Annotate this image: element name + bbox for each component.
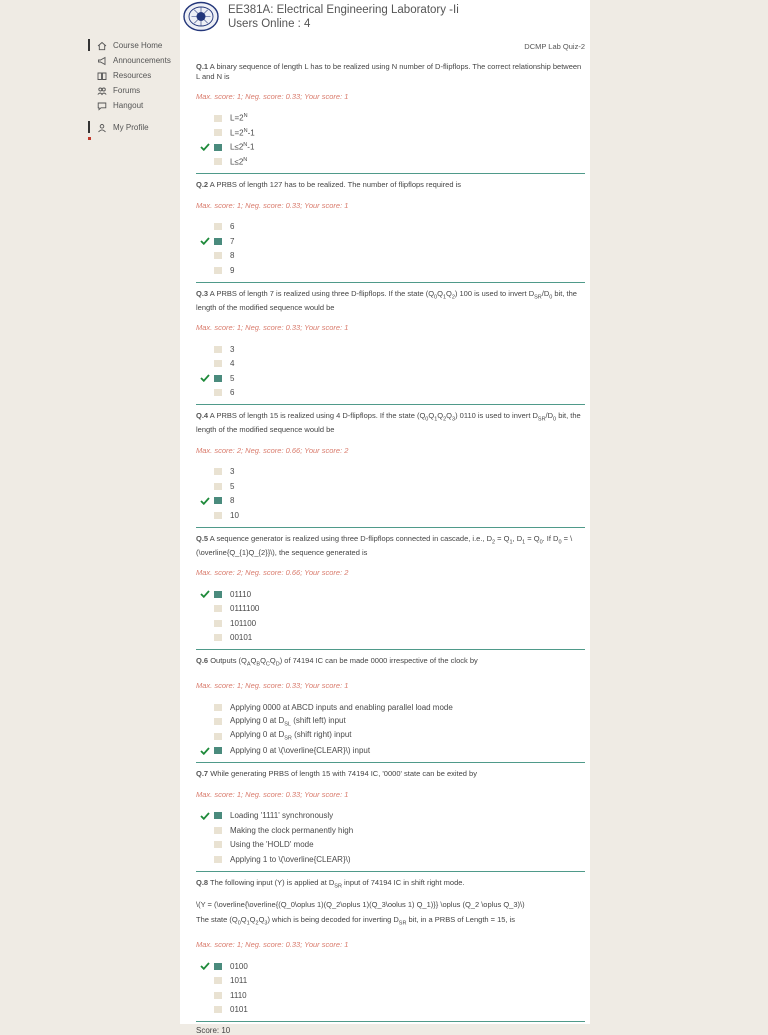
question-score: Max. score: 2; Neg. score: 0.66; Your score: 2 (196, 568, 349, 577)
question-8 (196, 872, 585, 1023)
option-label: 10 (230, 510, 239, 520)
option-label: $L=2^N-1$ (230, 127, 255, 138)
question-text: Q.7 While generating PRBS of length 15 with 74194 IC, '0000' state can be exited by (196, 769, 477, 778)
sidebar-item-announcements[interactable] (88, 53, 180, 68)
option[interactable] (196, 700, 585, 715)
question-score: Max. score: 1; Neg. score: 0.33; Your score: 1 (196, 200, 349, 210)
option-checkbox[interactable] (214, 252, 222, 259)
option[interactable] (196, 744, 585, 759)
total-score: Score: 10 (196, 1026, 231, 1035)
option-checkbox[interactable] (214, 468, 222, 475)
option-label: 3 (230, 344, 235, 354)
option[interactable] (196, 838, 585, 853)
option-label: 7 (230, 236, 235, 246)
sidebar (88, 38, 180, 135)
option-checkbox[interactable] (214, 115, 222, 122)
option-label: 6 (230, 222, 235, 232)
option-list (196, 700, 585, 758)
question-text: Q.8 The following input (Y) is applied at $D_{SR}$ input of 74194 IC in shift right mode. (196, 877, 465, 889)
option-checkbox[interactable] (214, 718, 222, 725)
megaphone-icon (96, 55, 108, 67)
option-checkbox[interactable] (214, 346, 222, 353)
course-title: EE381A: Electrical Engineering Laboratory -Ii (228, 3, 459, 16)
sidebar-item-label: Forums (113, 86, 141, 95)
question-score: Max. score: 1; Neg. score: 0.33; Your score: 1 (196, 92, 349, 101)
option[interactable] (196, 508, 585, 523)
option-checkbox[interactable] (214, 223, 222, 230)
option-checkbox[interactable] (214, 129, 222, 136)
option[interactable] (196, 386, 585, 401)
option[interactable] (196, 852, 585, 867)
sidebar-item-my-profile[interactable] (88, 120, 180, 135)
option-checkbox[interactable] (214, 620, 222, 627)
option[interactable] (196, 494, 585, 509)
option-list (196, 809, 585, 867)
option-label: $L\le 2^N$ (230, 156, 248, 167)
check-icon (198, 812, 212, 820)
option-label: 9 (230, 265, 235, 275)
option-label: Applying 1 to \(\overline{CLEAR}\) (230, 854, 351, 864)
option-checkbox[interactable] (214, 827, 222, 834)
option-label: 5 (230, 481, 235, 491)
option-checkbox[interactable] (214, 977, 222, 984)
book-icon (96, 70, 108, 82)
check-icon (198, 590, 212, 598)
option-checkbox[interactable] (214, 497, 222, 504)
option-label: 1011 (230, 976, 248, 986)
check-icon (198, 747, 212, 755)
sidebar-item-hangout[interactable] (88, 98, 180, 113)
option-label: Applying 0 at $D_{SR}$ (shift right) input (230, 730, 352, 743)
option-list (196, 465, 585, 523)
option-list (196, 342, 585, 400)
quiz-title: DCMP Lab Quiz-2 (524, 42, 585, 51)
option-label: 4 (230, 359, 235, 369)
option-label: 1110 (230, 990, 247, 1000)
people-icon (96, 85, 108, 97)
option-label: Loading '1111' synchronously (230, 811, 334, 821)
option-checkbox[interactable] (214, 812, 222, 819)
option-checkbox[interactable] (214, 856, 222, 863)
option-checkbox[interactable] (214, 733, 222, 740)
option-label: 0100 (230, 961, 248, 971)
home-icon (96, 40, 108, 52)
option-checkbox[interactable] (214, 144, 222, 151)
question-score: Max. score: 1; Neg. score: 0.33; Your score: 1 (196, 323, 349, 332)
question-5 (196, 528, 585, 651)
option-list (196, 220, 585, 278)
option[interactable] (196, 220, 585, 235)
option-checkbox[interactable] (214, 591, 222, 598)
option-checkbox[interactable] (214, 634, 222, 641)
question-score: Max. score: 1; Neg. score: 0.33; Your score: 1 (196, 681, 349, 690)
check-icon (198, 497, 212, 505)
question-4 (196, 405, 585, 528)
option[interactable] (196, 715, 585, 730)
option[interactable] (196, 249, 585, 264)
option[interactable] (196, 155, 585, 170)
question-text: Q.1 A binary sequence of length L has to be realized using N number of D-flipflops. The correct relationship between L and N is (196, 62, 582, 81)
option[interactable] (196, 371, 585, 386)
option[interactable] (196, 602, 585, 617)
option-label: 8 (230, 251, 235, 261)
question-1 (196, 59, 585, 174)
option-checkbox[interactable] (214, 512, 222, 519)
option[interactable] (196, 974, 585, 989)
option-label: Applying 0000 at ABCD inputs and enabling parallel load mode (230, 702, 453, 712)
option[interactable] (196, 357, 585, 372)
sidebar-item-resources[interactable] (88, 68, 180, 83)
option-label: Applying 0 at \(\overline{CLEAR}\) input (230, 746, 371, 756)
notification-dot (88, 137, 91, 140)
option[interactable] (196, 587, 585, 602)
question-text: Q.3 A PRBS of length 7 is realized using three D-flipflops. If the state $(Q_0Q_1Q_2)$ 100 is used to invert $D_{SR}/D_0$ bit, the length of the modified sequence would be (196, 288, 577, 312)
option[interactable] (196, 959, 585, 974)
option-label: 5 (230, 373, 235, 383)
question-text-continued: The state $(Q_0Q_1Q_2Q_3)$ which is being decoded for inverting $D_{SR}$ bit, in a PRBS of Length = 15, is (196, 915, 516, 927)
option-checkbox[interactable] (214, 360, 222, 367)
question-3 (196, 283, 585, 406)
question-text: Q.2 A PRBS of length 127 has to be realized. The number of flipflops required is (196, 180, 462, 189)
question-text: Q.6 Outputs $(Q_AQ_BQ_CQ_D)$ of 74194 IC can be made 0000 irrespective of the clock by (196, 656, 478, 668)
question-text: Q.4 A PRBS of length 15 is realized using 4 D-flipflops. If the state $(Q_0Q_1Q_2Q_3)$ 0110 is used to invert $D_{SR}/D_0$ bit, the length of the modified sequence would be (196, 411, 581, 434)
option[interactable] (196, 729, 585, 744)
option[interactable] (196, 234, 585, 249)
sidebar-item-label: Announcements (113, 56, 171, 65)
sidebar-item-course-home[interactable] (88, 38, 180, 53)
question-score: Max. score: 2; Neg. score: 0.66; Your score: 2 (196, 445, 349, 455)
option[interactable] (196, 809, 585, 824)
question-7 (196, 763, 585, 872)
option[interactable] (196, 988, 585, 1003)
option-label: 8 (230, 496, 235, 506)
option-list (196, 111, 585, 169)
option[interactable] (196, 126, 585, 141)
question-6 (196, 650, 585, 763)
option-label: 01110 (230, 589, 252, 599)
option-label: 101100 (230, 618, 257, 628)
question-score: Max. score: 1; Neg. score: 0.33; Your score: 1 (196, 940, 349, 949)
option-label: 0101 (230, 1005, 248, 1015)
sidebar-item-label: Course Home (113, 41, 163, 50)
sidebar-item-label: Hangout (113, 101, 144, 110)
header (180, 0, 590, 33)
check-icon (198, 237, 212, 245)
option-label: $L\le 2^N-1$ (230, 142, 255, 153)
institute-logo (182, 1, 220, 32)
option[interactable] (196, 263, 585, 278)
option-checkbox[interactable] (214, 992, 222, 999)
option-checkbox[interactable] (214, 605, 222, 612)
option-label: Using the 'HOLD' mode (230, 840, 314, 850)
option-label: Making the clock permanently high (230, 825, 354, 835)
question-text: Q.5 A sequence generator is realized using three D-flipflops connected in cascade, i.e., $D_2 = Q_1$, $D_1 = Q_0$. If $D_0$ = \(\overline{Q_{1}Q_{2}}\), the sequence generated is (196, 533, 573, 557)
sidebar-item-forums[interactable] (88, 83, 180, 98)
option-checkbox[interactable] (214, 1006, 222, 1013)
option-checkbox[interactable] (214, 267, 222, 274)
option[interactable] (196, 465, 585, 480)
option-label: 6 (230, 388, 235, 398)
sidebar-item-label: My Profile (113, 123, 149, 132)
option-checkbox[interactable] (214, 238, 222, 245)
option-label: 0111100 (230, 604, 260, 614)
option[interactable] (196, 616, 585, 631)
option-checkbox[interactable] (214, 704, 222, 711)
option-checkbox[interactable] (214, 747, 222, 754)
option-checkbox[interactable] (214, 963, 222, 970)
option-label: Applying 0 at $D_{SL}$ (shift left) input (230, 715, 346, 728)
option[interactable] (196, 111, 585, 126)
main-panel (180, 0, 590, 1035)
check-icon (198, 143, 212, 151)
quiz-content (196, 41, 585, 1035)
option[interactable] (196, 631, 585, 646)
sidebar-item-label: Resources (113, 71, 152, 80)
option-list (196, 959, 585, 1017)
option-checkbox[interactable] (214, 841, 222, 848)
option-checkbox[interactable] (214, 389, 222, 396)
check-icon (198, 962, 212, 970)
option[interactable] (196, 140, 585, 155)
option-list (196, 587, 585, 645)
active-indicator (88, 121, 90, 133)
option[interactable] (196, 1003, 585, 1018)
active-indicator (88, 39, 90, 51)
question-score: Max. score: 1; Neg. score: 0.33; Your score: 1 (196, 789, 349, 799)
question-2 (196, 174, 585, 283)
option[interactable] (196, 479, 585, 494)
user-icon (96, 122, 108, 134)
option-label: 00101 (230, 633, 253, 643)
check-icon (198, 374, 212, 382)
option-label: $L=2^N$ (230, 113, 248, 124)
option-checkbox[interactable] (214, 375, 222, 382)
option-checkbox[interactable] (214, 158, 222, 165)
question-formula: \(Y = (\overline{\overline{(Q_0\oplus 1)(Q_2\oplus 1)(Q_3\oolus 1) Q_1)}} \oplus (Q_2 \oplus Q_3)\) (196, 899, 525, 909)
chat-icon (96, 100, 108, 112)
users-online: Users Online : 4 (228, 17, 311, 30)
option-label: 3 (230, 467, 235, 477)
option[interactable] (196, 823, 585, 838)
option-checkbox[interactable] (214, 483, 222, 490)
option[interactable] (196, 342, 585, 357)
